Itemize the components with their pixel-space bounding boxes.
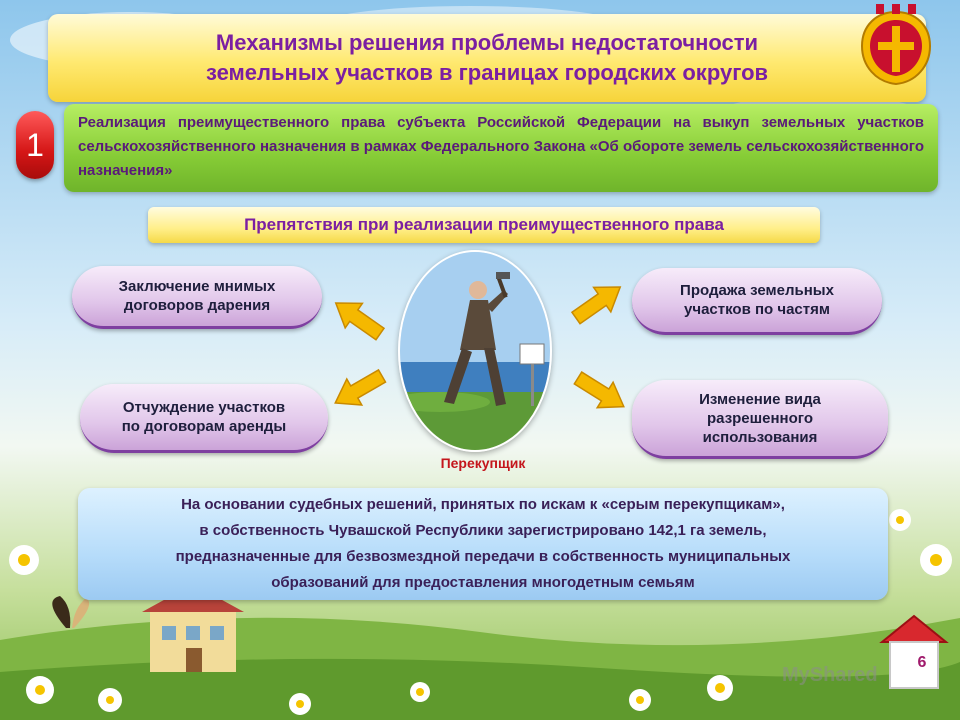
obstacle-line: Заключение мнимых [118, 278, 276, 295]
court-results-box [78, 488, 888, 600]
obstacle-line: использования [702, 428, 818, 446]
obstacle-line: разрешенного [707, 409, 813, 427]
house-icon [878, 612, 950, 692]
result-line: предназначенные для безвозмездной передачи в собственность муниципальных [175, 548, 791, 565]
title-line-2: земельных участков в границах городских округов [205, 60, 769, 85]
obstacles-heading: Препятствия при реализации преимущественного права [148, 207, 820, 243]
watermark-text: MyShared [782, 664, 878, 686]
result-line: На основании судебных решений, принятых по искам к «серым перекупщикам», [181, 496, 785, 513]
obstacle-line: Изменение вида [699, 390, 821, 408]
arrow-up-left-icon [327, 291, 388, 347]
page-number: 6 [917, 654, 927, 671]
arrow-down-right-icon [570, 365, 632, 419]
obstacle-line: Продажа земельных [680, 282, 834, 299]
result-line: образований для предоставления многодетным семьям [271, 574, 695, 591]
item-number-badge: 1 [16, 111, 54, 179]
arrow-up-right-icon [567, 275, 628, 331]
obstacle-line: по договорам аренды [121, 418, 287, 435]
preemptive-right-text: Реализация преимущественного права субъекта Российской Федерации на выкуп земельных участков сельскохозяйственного назначения в рамках Федерального Закона «Об обороте земель сельскохозяйственного назначения» [78, 114, 924, 179]
title-line-1: Механизмы решения проблемы недостаточности [215, 30, 759, 55]
obstacle-line: договоров дарения [123, 297, 271, 314]
arrow-down-left-icon [328, 363, 390, 416]
reseller-illustration [398, 250, 552, 452]
obstacle-line: участков по частям [684, 301, 830, 318]
obstacle-line: Отчуждение участков [122, 399, 286, 416]
result-line: в собственность Чувашской Республики зарегистрировано 142,1 га земель, [199, 522, 767, 539]
reseller-caption: Перекупщик [440, 455, 526, 471]
